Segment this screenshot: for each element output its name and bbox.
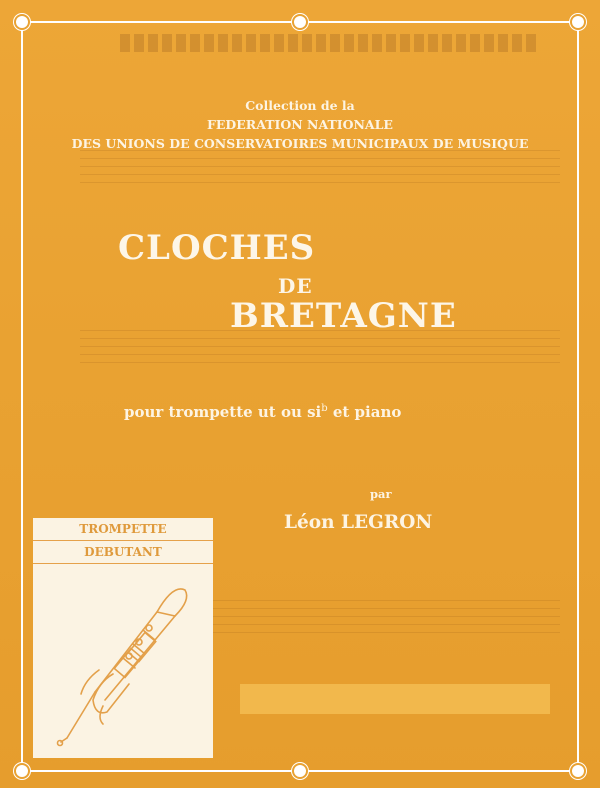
subtitle-text-end: et piano — [327, 403, 402, 421]
background-staff-line — [80, 182, 560, 183]
credit-par: par — [370, 487, 392, 501]
collection-line-2: FEDERATION NATIONALE — [207, 117, 393, 132]
subtitle-text: pour trompette ut ou si — [124, 403, 322, 421]
background-staff-line — [80, 362, 560, 363]
title-word-3: BRETAGNE — [230, 296, 457, 336]
center-ornament-icon — [294, 765, 306, 777]
level-instrument: TROMPETTE — [33, 518, 213, 541]
collection-header — [0, 96, 600, 153]
center-ornament-icon — [294, 16, 306, 28]
background-staff-line — [80, 354, 560, 355]
flat-sign: b — [321, 403, 328, 414]
collection-line-3: DES UNIONS DE CONSERVATOIRES MUNICIPAUX DE MUSIQUE — [71, 136, 529, 151]
background-staff-line — [80, 158, 560, 159]
level-box — [33, 518, 213, 758]
background-staff-line — [80, 338, 560, 339]
collection-line-1: Collection de la — [245, 98, 355, 113]
corner-ornament-icon — [16, 16, 28, 28]
background-staff-line — [80, 346, 560, 347]
background-score-heading — [120, 34, 540, 52]
level-grade: DEBUTANT — [33, 541, 213, 564]
title-word-1: CLOCHES — [118, 228, 316, 268]
corner-ornament-icon — [572, 765, 584, 777]
composer-name: Léon LEGRON — [284, 512, 433, 533]
title-word-2: DE — [278, 274, 313, 298]
instrumentation-subtitle — [124, 403, 401, 421]
trumpet-drawing-icon — [33, 570, 213, 758]
corner-ornament-icon — [16, 765, 28, 777]
blank-price-area — [240, 684, 550, 714]
background-staff-line — [80, 174, 560, 175]
corner-ornament-icon — [572, 16, 584, 28]
background-staff-line — [80, 166, 560, 167]
